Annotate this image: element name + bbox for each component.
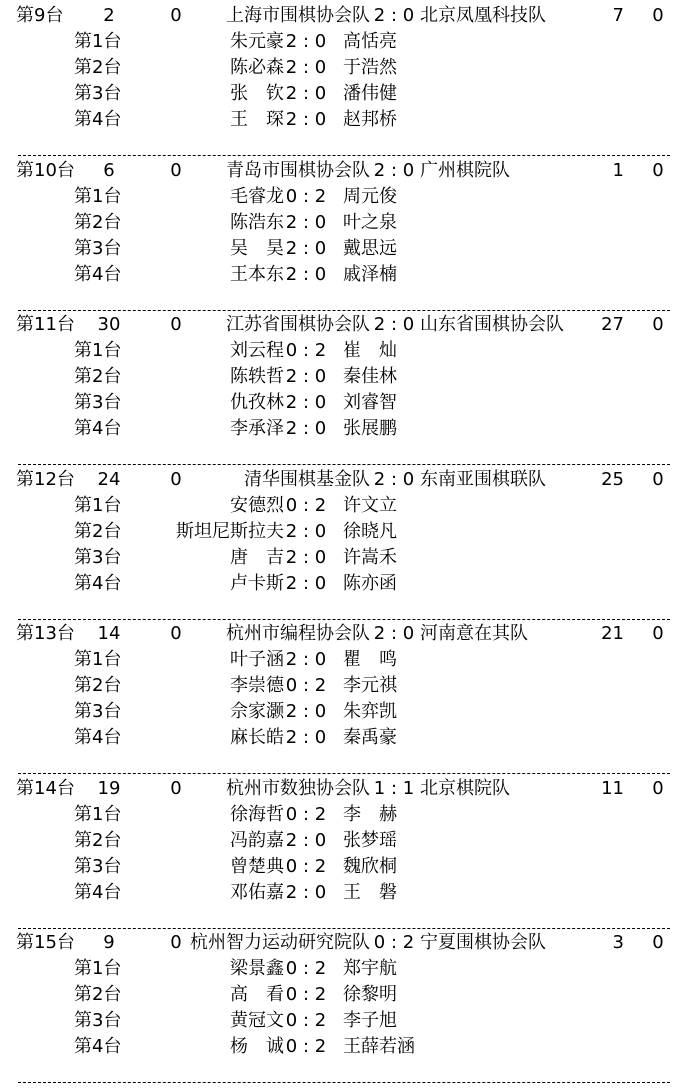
away-player: 崔 灿: [343, 340, 397, 361]
home-player: 朱元豪: [230, 31, 284, 52]
home-player: 王本东: [230, 263, 284, 285]
match-block: [0, 7, 700, 161]
home-points: 2: [103, 5, 115, 26]
board-score: 2 : 0: [285, 109, 327, 130]
home-points: 9: [103, 932, 115, 953]
away-player: 于浩然: [343, 57, 397, 78]
home-points: 30: [97, 314, 121, 335]
home-player: 叶子涵: [230, 649, 284, 670]
team-score: 1 : 1: [373, 777, 415, 799]
home-player: 梁景鑫: [230, 958, 284, 979]
home-player: 吴 昊: [230, 237, 284, 259]
board-label: 第3台: [74, 1010, 122, 1031]
match-block: [0, 777, 700, 934]
board-label: 第4台: [74, 727, 122, 748]
home-points: 24: [97, 468, 121, 490]
board-label: 第4台: [74, 572, 122, 594]
home-team: 杭州市数独协会队: [226, 777, 370, 799]
board-score: 2 : 0: [285, 572, 327, 594]
board-label: 第4台: [74, 263, 122, 285]
board-label: 第3台: [74, 855, 122, 877]
away-player: 瞿 鸣: [343, 649, 397, 670]
away-points: 25: [601, 468, 624, 490]
home-player: 陈轶哲: [230, 366, 284, 387]
board-label: 第4台: [74, 109, 122, 130]
home-team: 上海市围棋协会队: [226, 5, 370, 26]
home-player: 佘家灏: [230, 701, 284, 722]
table-number: 第9台: [16, 5, 64, 26]
home-player: 高 看: [230, 984, 284, 1005]
board-score: 2 : 0: [285, 727, 327, 748]
board-score: 2 : 0: [285, 366, 327, 387]
away-player: 秦禹豪: [343, 727, 397, 748]
board-label: 第2台: [74, 366, 122, 387]
away-team: 河南意在其队: [420, 623, 528, 644]
team-score: 2 : 0: [373, 314, 415, 335]
board-label: 第4台: [74, 881, 122, 903]
board-label: 第1台: [74, 31, 122, 52]
board-score: 2 : 0: [285, 263, 327, 285]
board-label: 第3台: [74, 546, 122, 568]
home-player: 王 琛: [230, 109, 284, 130]
away-player: 戴思远: [343, 237, 397, 259]
table-number: 第10台: [16, 159, 75, 181]
board-label: 第3台: [74, 237, 122, 259]
board-score: 2 : 0: [285, 701, 327, 722]
board-label: 第1台: [74, 185, 122, 207]
away-extra: 0: [652, 5, 664, 26]
board-score: 0 : 2: [285, 340, 327, 361]
away-player: 徐黎明: [343, 984, 397, 1005]
home-extra: 0: [170, 468, 182, 490]
away-player: 张梦瑶: [343, 829, 397, 851]
team-score: 2 : 0: [373, 159, 415, 181]
home-player: 陈浩东: [230, 211, 284, 233]
board-label: 第3台: [74, 392, 122, 413]
home-player: 冯韵嘉: [230, 829, 284, 851]
board-label: 第2台: [74, 520, 122, 542]
home-extra: 0: [170, 5, 182, 26]
away-player: 李 赫: [343, 803, 397, 825]
away-team: 广州棋院队: [420, 159, 510, 181]
home-team: 杭州市编程协会队: [226, 623, 370, 644]
board-score: 2 : 0: [285, 211, 327, 233]
away-player: 叶之泉: [343, 211, 397, 233]
board-score: 0 : 2: [285, 675, 327, 696]
home-player: 陈必森: [230, 57, 284, 78]
away-team: 北京棋院队: [420, 777, 510, 799]
board-score: 2 : 0: [285, 418, 327, 439]
away-player: 李元祺: [343, 675, 397, 696]
match-block: [0, 625, 700, 779]
team-score: 2 : 0: [373, 468, 415, 490]
away-extra: 0: [652, 777, 664, 799]
away-extra: 0: [652, 623, 664, 644]
home-player: 毛睿龙: [230, 185, 284, 207]
separator-line: [18, 773, 670, 774]
home-points: 6: [103, 159, 115, 181]
away-player: 陈亦函: [343, 572, 397, 594]
home-player: 李崇德: [230, 675, 284, 696]
separator-line: [18, 619, 670, 620]
board-label: 第4台: [74, 418, 122, 439]
home-team: 江苏省围棋协会队: [226, 314, 370, 335]
home-player: 麻长皓: [230, 727, 284, 748]
board-score: 2 : 0: [285, 31, 327, 52]
home-points: 19: [97, 777, 121, 799]
table-number: 第15台: [16, 932, 75, 953]
board-label: 第2台: [74, 211, 122, 233]
separator-line: [18, 1082, 670, 1083]
team-score: 2 : 0: [373, 623, 415, 644]
home-player: 刘云程: [230, 340, 284, 361]
team-score: 0 : 2: [373, 932, 415, 953]
table-number: 第14台: [16, 777, 75, 799]
away-points: 11: [601, 777, 624, 799]
away-extra: 0: [652, 468, 664, 490]
home-player: 卢卡斯: [230, 572, 284, 594]
board-score: 2 : 0: [285, 83, 327, 104]
away-team: 山东省围棋协会队: [420, 314, 564, 335]
away-player: 徐晓凡: [343, 520, 397, 542]
board-label: 第1台: [74, 803, 122, 825]
home-team: 清华围棋基金队: [244, 468, 370, 490]
home-player: 安德烈: [230, 494, 284, 516]
match-block: [0, 468, 700, 625]
match-block: [0, 316, 700, 470]
home-player: 仇孜林: [230, 392, 284, 413]
home-extra: 0: [170, 159, 182, 181]
away-points: 3: [612, 932, 624, 953]
board-label: 第2台: [74, 829, 122, 851]
away-player: 魏欣桐: [343, 855, 397, 877]
board-label: 第3台: [74, 83, 122, 104]
away-player: 赵邦桥: [343, 109, 397, 130]
away-points: 1: [612, 159, 624, 181]
board-label: 第2台: [74, 57, 122, 78]
board-score: 0 : 2: [285, 803, 327, 825]
away-points: 27: [601, 314, 624, 335]
table-number: 第13台: [16, 623, 75, 644]
home-player: 斯坦尼斯拉夫: [176, 520, 284, 542]
away-player: 王薛若涵: [343, 1036, 415, 1057]
board-score: 2 : 0: [285, 546, 327, 568]
board-label: 第2台: [74, 675, 122, 696]
board-score: 2 : 0: [285, 881, 327, 903]
home-player: 邓佑嘉: [230, 881, 284, 903]
board-score: 2 : 0: [285, 392, 327, 413]
home-points: 14: [97, 623, 121, 644]
away-player: 郑宇航: [343, 958, 397, 979]
home-player: 徐海哲: [230, 803, 284, 825]
board-score: 0 : 2: [285, 185, 327, 207]
board-label: 第3台: [74, 701, 122, 722]
board-score: 0 : 2: [285, 984, 327, 1005]
separator-line: [18, 310, 670, 311]
home-player: 杨 诚: [230, 1036, 284, 1057]
board-score: 2 : 0: [285, 829, 327, 851]
home-player: 曾楚典: [230, 855, 284, 877]
home-player: 黄冠文: [230, 1010, 284, 1031]
separator-line: [18, 464, 670, 465]
away-extra: 0: [652, 932, 664, 953]
table-number: 第11台: [16, 314, 75, 335]
home-team: 青岛市围棋协会队: [226, 159, 370, 181]
away-player: 朱弈凯: [343, 701, 397, 722]
team-score: 2 : 0: [373, 5, 415, 26]
home-extra: 0: [170, 623, 182, 644]
away-points: 7: [612, 5, 624, 26]
home-player: 唐 吉: [230, 546, 284, 568]
away-player: 李子旭: [343, 1010, 397, 1031]
away-player: 高恬亮: [343, 31, 397, 52]
match-block: [0, 934, 700, 1088]
away-player: 王 磐: [343, 881, 397, 903]
board-score: 0 : 2: [285, 494, 327, 516]
away-player: 秦佳林: [343, 366, 397, 387]
away-player: 张展鹏: [343, 418, 397, 439]
home-extra: 0: [170, 777, 182, 799]
board-score: 0 : 2: [285, 1036, 327, 1057]
home-player: 李承泽: [230, 418, 284, 439]
board-label: 第1台: [74, 649, 122, 670]
away-player: 戚泽楠: [343, 263, 397, 285]
home-player: 张 钦: [230, 83, 284, 104]
away-team: 宁夏围棋协会队: [420, 932, 546, 953]
home-extra: 0: [170, 314, 182, 335]
separator-line: [18, 928, 670, 929]
board-score: 2 : 0: [285, 649, 327, 670]
board-score: 2 : 0: [285, 57, 327, 78]
board-label: 第2台: [74, 984, 122, 1005]
board-score: 0 : 2: [285, 855, 327, 877]
away-extra: 0: [652, 314, 664, 335]
board-label: 第1台: [74, 340, 122, 361]
away-player: 许文立: [343, 494, 397, 516]
board-score: 2 : 0: [285, 520, 327, 542]
away-player: 许嵩禾: [343, 546, 397, 568]
board-score: 0 : 2: [285, 958, 327, 979]
match-block: [0, 159, 700, 316]
away-extra: 0: [652, 159, 664, 181]
board-score: 0 : 2: [285, 1010, 327, 1031]
table-number: 第12台: [16, 468, 75, 490]
home-extra: 0: [170, 932, 182, 953]
away-team: 东南亚围棋联队: [420, 468, 546, 490]
board-label: 第4台: [74, 1036, 122, 1057]
board-label: 第1台: [74, 494, 122, 516]
away-points: 21: [601, 623, 624, 644]
away-player: 潘伟健: [343, 83, 397, 104]
away-player: 周元俊: [343, 185, 397, 207]
separator-line: [18, 155, 670, 156]
board-label: 第1台: [74, 958, 122, 979]
away-player: 刘睿智: [343, 392, 397, 413]
board-score: 2 : 0: [285, 237, 327, 259]
home-team: 杭州智力运动研究院队: [190, 932, 370, 953]
away-team: 北京凤凰科技队: [420, 5, 546, 26]
